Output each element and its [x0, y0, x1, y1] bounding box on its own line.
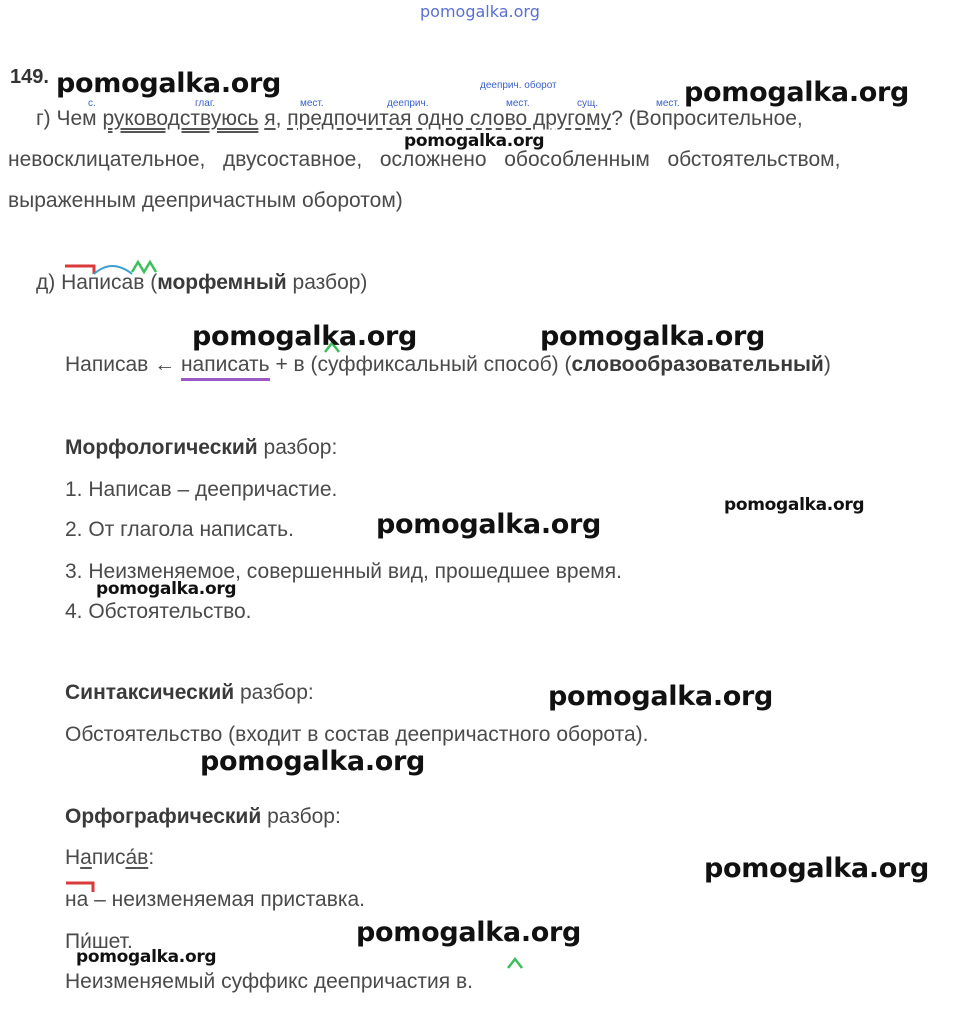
verb-word: руководствуюсь [102, 107, 259, 130]
synt-heading-rest: разбор: [234, 681, 314, 704]
ortho-word-a: Н [65, 846, 81, 869]
watermark-3: pomogalka.org [404, 131, 545, 151]
ortho-word-e: в [137, 846, 149, 869]
morph-item-4: 4. Обстоятельство. [65, 600, 252, 623]
section-d-suffix: разбор) [286, 271, 368, 294]
ortho-word-d: а́ [125, 846, 138, 869]
comma: , [275, 107, 288, 130]
watermark-8: pomogalka.org [96, 579, 237, 599]
watermark-10: pomogalka.org [200, 746, 426, 777]
ortho-word-b: а [80, 846, 92, 869]
tag-mest-3: мест. [656, 98, 680, 109]
morph-heading [65, 436, 337, 460]
wf-base: написать [181, 353, 270, 381]
ortho-suffix-line: Неизменяемый суффикс деепричастия в. [65, 970, 473, 993]
section-g-line-2: невосклицательное, двусоставное, осложнено обособленным обстоятельством, [8, 148, 841, 171]
section-d-prefix: д) Написав ( [36, 271, 158, 294]
morph-heading-bold: Морфологический [65, 436, 258, 459]
section-d-heading [36, 271, 367, 295]
section-g-prefix: г) Чем [36, 107, 103, 130]
watermark-13: pomogalka.org [76, 947, 217, 967]
watermark-12: pomogalka.org [356, 917, 582, 948]
ortho-word-f: : [148, 846, 155, 869]
watermark-9: pomogalka.org [548, 681, 774, 712]
synt-text: Обстоятельство (входит в состав деепричастного оборота). [65, 723, 649, 746]
tag-deeprich: дееприч. [387, 98, 429, 109]
ortho-word [65, 846, 154, 870]
suffix-v-caret [505, 956, 525, 970]
ortho-prefix-line [65, 888, 365, 912]
watermark-6: pomogalka.org [724, 495, 865, 515]
top-watermark: pomogalka.org [420, 2, 540, 21]
tag-sush: сущ. [577, 98, 599, 109]
wf-part-2: + в (суффиксальный способ) ( [269, 353, 572, 376]
ortho-pishet: Пи́шет. [65, 930, 133, 953]
tag-c: с. [88, 98, 96, 109]
wf-part-1: Написав ← [65, 353, 181, 376]
watermark-1: pomogalka.org [56, 68, 282, 99]
ortho-prefix-na: на [65, 888, 89, 911]
tag-oborot: дееприч. оборот [480, 80, 557, 91]
ortho-heading-bold: Орфографический [65, 805, 262, 828]
morph-heading-rest: разбор: [257, 436, 338, 459]
morph-item-3: 3. Неизменяемое, совершенный вид, прошедшее время. [65, 560, 622, 583]
morph-item-2: 2. От глагола написать. [65, 518, 294, 541]
tag-mest-1: мест. [300, 98, 324, 109]
participle-phrase: предпочитая одно слово другому [287, 107, 612, 130]
watermark-7: pomogalka.org [376, 509, 602, 540]
synt-heading-bold: Синтаксический [65, 681, 235, 704]
watermark-2: pomogalka.org [684, 77, 910, 108]
watermark-4: pomogalka.org [192, 321, 418, 352]
morph-item-1: 1. Написав – деепричастие. [65, 478, 338, 501]
section-g-line-3: выраженным деепричастным оборотом) [8, 189, 403, 212]
ortho-prefix-text: – неизменяемая приставка. [88, 888, 366, 911]
ortho-heading [65, 805, 341, 829]
word-formation-line [65, 353, 831, 381]
wf-part-3: ) [823, 353, 831, 376]
synt-heading [65, 681, 314, 705]
ortho-word-c: пис [91, 846, 126, 869]
ortho-heading-rest: разбор: [261, 805, 341, 828]
task-number: 149. [10, 66, 49, 88]
watermark-11: pomogalka.org [704, 853, 930, 884]
tag-glag: глаг. [195, 98, 216, 109]
section-g-tail: ? (Вопросительное, [611, 107, 803, 130]
subject-word: я [264, 107, 276, 130]
section-g-line-1 [36, 107, 803, 131]
tag-mest-2: мест. [506, 98, 530, 109]
watermark-5: pomogalka.org [540, 321, 766, 352]
section-d-bold: морфемный [157, 271, 287, 294]
wf-bold: словообразовательный [571, 353, 824, 376]
